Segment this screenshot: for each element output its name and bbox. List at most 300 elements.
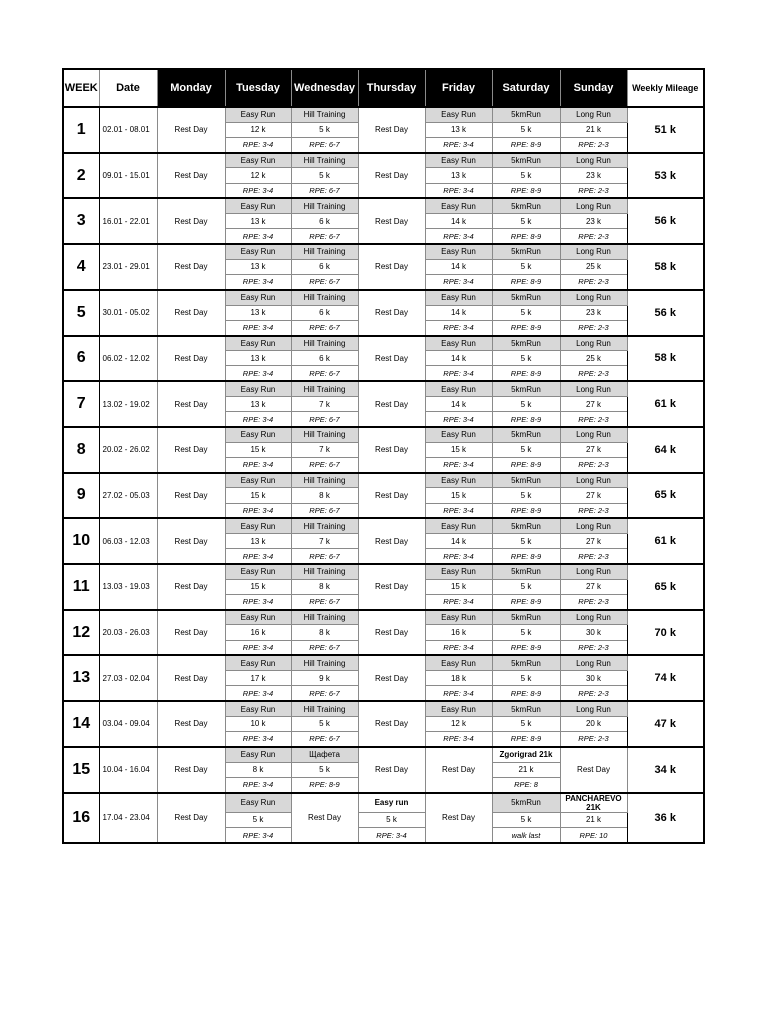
- workout-distance: 5 k: [291, 168, 358, 183]
- rest-day-cell: Rest Day: [157, 244, 225, 290]
- workout-distance: 13 k: [225, 534, 291, 549]
- week-number: 15: [63, 747, 99, 793]
- weekly-mileage: 61 k: [627, 518, 704, 564]
- workout-rpe: walk last: [492, 828, 560, 843]
- week-number: 3: [63, 198, 99, 244]
- workout-rpe: RPE: 2-3: [560, 275, 627, 290]
- workout-distance: 7 k: [291, 442, 358, 457]
- rest-day-cell: Rest Day: [157, 655, 225, 701]
- rest-day-cell: Rest Day: [157, 518, 225, 564]
- rest-day-cell: Rest Day: [358, 336, 425, 382]
- workout-distance: 14 k: [425, 534, 492, 549]
- workout-distance: 5 k: [291, 762, 358, 777]
- weekly-mileage: 64 k: [627, 427, 704, 473]
- workout-rpe: RPE: 6-7: [291, 183, 358, 198]
- workout-type: PANCHAREVO 21K: [560, 793, 627, 813]
- workout-rpe: RPE: 3-4: [425, 229, 492, 244]
- workout-type: Easy Run: [425, 336, 492, 351]
- rest-day-cell: Rest Day: [157, 153, 225, 199]
- week-row: [63, 381, 704, 396]
- workout-distance: 5 k: [492, 259, 560, 274]
- workout-distance: 30 k: [560, 625, 627, 640]
- week-date: 13.03 - 19.03: [99, 564, 157, 610]
- workout-type: Easy Run: [425, 290, 492, 305]
- week-date: 17.04 - 23.04: [99, 793, 157, 843]
- header-monday: Monday: [157, 69, 225, 107]
- workout-type: Long Run: [560, 244, 627, 259]
- weekly-mileage: 70 k: [627, 610, 704, 656]
- workout-type: 5kmRun: [492, 427, 560, 442]
- workout-rpe: RPE: 2-3: [560, 457, 627, 472]
- header-weekly-mileage: Weekly Mileage: [627, 69, 704, 107]
- workout-type: Easy Run: [225, 518, 291, 533]
- workout-distance: 15 k: [225, 488, 291, 503]
- workout-rpe: RPE: 2-3: [560, 366, 627, 381]
- workout-rpe: RPE: 3-4: [225, 686, 291, 701]
- workout-distance: 5 k: [492, 214, 560, 229]
- workout-type: Long Run: [560, 655, 627, 670]
- workout-type: Hill Training: [291, 518, 358, 533]
- week-row: [63, 473, 704, 488]
- week-number: 9: [63, 473, 99, 519]
- workout-type: Easy Run: [225, 336, 291, 351]
- workout-distance: 8 k: [291, 488, 358, 503]
- workout-distance: 5 k: [358, 812, 425, 827]
- workout-type: Easy Run: [425, 244, 492, 259]
- workout-type: Easy Run: [225, 473, 291, 488]
- workout-type: Long Run: [560, 107, 627, 122]
- workout-distance: 15 k: [425, 579, 492, 594]
- workout-type: Long Run: [560, 290, 627, 305]
- workout-rpe: RPE: 8-9: [492, 503, 560, 518]
- workout-distance: 30 k: [560, 671, 627, 686]
- workout-rpe: RPE: 6-7: [291, 412, 358, 427]
- workout-type: Long Run: [560, 701, 627, 716]
- workout-type: Hill Training: [291, 427, 358, 442]
- weekly-mileage: 56 k: [627, 290, 704, 336]
- week-row: [63, 244, 704, 259]
- workout-rpe: RPE: 3-4: [225, 412, 291, 427]
- week-number: 6: [63, 336, 99, 382]
- workout-distance: 21 k: [560, 122, 627, 137]
- workout-rpe: RPE: 3-4: [425, 640, 492, 655]
- rest-day-cell: Rest Day: [157, 427, 225, 473]
- workout-distance: 13 k: [225, 214, 291, 229]
- workout-rpe: RPE: 8-9: [492, 412, 560, 427]
- workout-distance: 25 k: [560, 259, 627, 274]
- week-date: 20.03 - 26.03: [99, 610, 157, 656]
- header-date: Date: [99, 69, 157, 107]
- workout-rpe: RPE: 8-9: [492, 640, 560, 655]
- workout-rpe: RPE: 2-3: [560, 183, 627, 198]
- workout-rpe: RPE: 3-4: [425, 549, 492, 564]
- rest-day-cell: Rest Day: [157, 701, 225, 747]
- workout-type: Hill Training: [291, 198, 358, 213]
- workout-distance: 8 k: [291, 625, 358, 640]
- workout-rpe: RPE: 2-3: [560, 503, 627, 518]
- rest-day-cell: Rest Day: [358, 427, 425, 473]
- workout-type: Hill Training: [291, 701, 358, 716]
- week-date: 13.02 - 19.02: [99, 381, 157, 427]
- workout-rpe: RPE: 8-9: [492, 732, 560, 747]
- workout-type: Easy Run: [225, 701, 291, 716]
- workout-type: Long Run: [560, 336, 627, 351]
- rest-day-cell: Rest Day: [358, 153, 425, 199]
- week-number: 13: [63, 655, 99, 701]
- workout-distance: 6 k: [291, 351, 358, 366]
- workout-rpe: RPE: 3-4: [425, 732, 492, 747]
- workout-distance: 5 k: [492, 534, 560, 549]
- week-number: 11: [63, 564, 99, 610]
- rest-day-cell: Rest Day: [157, 564, 225, 610]
- workout-distance: 16 k: [425, 625, 492, 640]
- training-plan-table: [62, 68, 705, 844]
- workout-type: Easy Run: [225, 793, 291, 813]
- workout-rpe: RPE: 2-3: [560, 137, 627, 152]
- workout-type: Hill Training: [291, 244, 358, 259]
- workout-type: Hill Training: [291, 564, 358, 579]
- workout-type: Easy Run: [225, 290, 291, 305]
- workout-type: 5kmRun: [492, 290, 560, 305]
- workout-distance: 15 k: [225, 579, 291, 594]
- workout-rpe: RPE: 3-4: [425, 595, 492, 610]
- rest-day-cell: Rest Day: [358, 244, 425, 290]
- workout-type: 5kmRun: [492, 153, 560, 168]
- workout-type: Easy Run: [425, 564, 492, 579]
- weekly-mileage: 58 k: [627, 336, 704, 382]
- workout-type: Hill Training: [291, 655, 358, 670]
- workout-distance: 13 k: [225, 305, 291, 320]
- workout-type: Easy run: [358, 793, 425, 813]
- workout-distance: 5 k: [225, 812, 291, 827]
- workout-type: Easy Run: [225, 747, 291, 762]
- workout-type: Easy Run: [425, 655, 492, 670]
- workout-rpe: RPE: 6-7: [291, 503, 358, 518]
- week-number: 7: [63, 381, 99, 427]
- week-row: [63, 427, 704, 442]
- workout-type: 5kmRun: [492, 381, 560, 396]
- workout-type: Hill Training: [291, 610, 358, 625]
- workout-type: Long Run: [560, 473, 627, 488]
- workout-distance: 5 k: [492, 168, 560, 183]
- workout-distance: 15 k: [225, 442, 291, 457]
- workout-rpe: RPE: 8: [492, 777, 560, 792]
- workout-rpe: RPE: 3-4: [425, 366, 492, 381]
- workout-distance: 13 k: [225, 259, 291, 274]
- workout-distance: 25 k: [560, 351, 627, 366]
- workout-type: 5kmRun: [492, 610, 560, 625]
- workout-type: Щафета: [291, 747, 358, 762]
- rest-day-cell: Rest Day: [358, 701, 425, 747]
- workout-rpe: RPE: 3-4: [225, 732, 291, 747]
- workout-distance: 6 k: [291, 214, 358, 229]
- workout-rpe: RPE: 8-9: [492, 686, 560, 701]
- workout-type: Long Run: [560, 610, 627, 625]
- rest-day-cell: Rest Day: [157, 198, 225, 244]
- workout-distance: 10 k: [225, 716, 291, 731]
- week-date: 03.04 - 09.04: [99, 701, 157, 747]
- rest-day-cell: Rest Day: [358, 655, 425, 701]
- week-number: 4: [63, 244, 99, 290]
- workout-rpe: RPE: 8-9: [492, 457, 560, 472]
- workout-rpe: RPE: 8-9: [492, 275, 560, 290]
- rest-day-cell: Rest Day: [358, 198, 425, 244]
- workout-type: Hill Training: [291, 290, 358, 305]
- workout-distance: 27 k: [560, 534, 627, 549]
- workout-type: Easy Run: [425, 107, 492, 122]
- rest-day-cell: Rest Day: [157, 610, 225, 656]
- rest-day-cell: Rest Day: [358, 473, 425, 519]
- weekly-mileage: 56 k: [627, 198, 704, 244]
- workout-type: 5kmRun: [492, 198, 560, 213]
- rest-day-cell: Rest Day: [358, 107, 425, 153]
- week-date: 30.01 - 05.02: [99, 290, 157, 336]
- week-row: [63, 793, 704, 813]
- workout-rpe: RPE: 3-4: [425, 686, 492, 701]
- workout-type: Easy Run: [425, 610, 492, 625]
- workout-rpe: RPE: 2-3: [560, 320, 627, 335]
- week-number: 1: [63, 107, 99, 153]
- workout-type: Easy Run: [225, 107, 291, 122]
- workout-type: Easy Run: [425, 473, 492, 488]
- workout-distance: 5 k: [492, 442, 560, 457]
- workout-rpe: RPE: 2-3: [560, 732, 627, 747]
- rest-day-cell: Rest Day: [560, 747, 627, 793]
- weekly-mileage: 65 k: [627, 564, 704, 610]
- workout-type: Long Run: [560, 153, 627, 168]
- workout-type: Easy Run: [425, 427, 492, 442]
- workout-rpe: RPE: 3-4: [425, 137, 492, 152]
- workout-distance: 5 k: [492, 671, 560, 686]
- weekly-mileage: 74 k: [627, 655, 704, 701]
- week-row: [63, 336, 704, 351]
- workout-rpe: RPE: 6-7: [291, 137, 358, 152]
- rest-day-cell: Rest Day: [157, 747, 225, 793]
- week-row: [63, 290, 704, 305]
- workout-distance: 5 k: [492, 351, 560, 366]
- workout-distance: 5 k: [492, 396, 560, 411]
- weekly-mileage: 58 k: [627, 244, 704, 290]
- week-date: 23.01 - 29.01: [99, 244, 157, 290]
- header-saturday: Saturday: [492, 69, 560, 107]
- workout-type: Long Run: [560, 427, 627, 442]
- rest-day-cell: Rest Day: [425, 747, 492, 793]
- workout-rpe: RPE: 3-4: [225, 640, 291, 655]
- week-number: 2: [63, 153, 99, 199]
- week-row: [63, 701, 704, 716]
- workout-rpe: RPE: 3-4: [225, 229, 291, 244]
- workout-rpe: RPE: 2-3: [560, 686, 627, 701]
- workout-distance: 18 k: [425, 671, 492, 686]
- workout-distance: 13 k: [225, 396, 291, 411]
- workout-rpe: RPE: 6-7: [291, 640, 358, 655]
- week-number: 5: [63, 290, 99, 336]
- workout-distance: 27 k: [560, 579, 627, 594]
- workout-type: Easy Run: [225, 564, 291, 579]
- workout-type: 5kmRun: [492, 518, 560, 533]
- rest-day-cell: Rest Day: [358, 747, 425, 793]
- workout-distance: 8 k: [225, 762, 291, 777]
- workout-distance: 5 k: [291, 716, 358, 731]
- workout-rpe: RPE: 8-9: [492, 183, 560, 198]
- workout-distance: 21 k: [492, 762, 560, 777]
- workout-rpe: RPE: 2-3: [560, 549, 627, 564]
- workout-type: Hill Training: [291, 336, 358, 351]
- workout-rpe: RPE: 2-3: [560, 229, 627, 244]
- workout-distance: 14 k: [425, 396, 492, 411]
- workout-distance: 12 k: [225, 122, 291, 137]
- workout-distance: 17 k: [225, 671, 291, 686]
- workout-rpe: RPE: 8-9: [492, 366, 560, 381]
- header-sunday: Sunday: [560, 69, 627, 107]
- workout-rpe: RPE: 8-9: [492, 595, 560, 610]
- workout-distance: 7 k: [291, 396, 358, 411]
- week-row: [63, 198, 704, 213]
- header-thursday: Thursday: [358, 69, 425, 107]
- plan-body: [63, 107, 704, 843]
- week-date: 27.02 - 05.03: [99, 473, 157, 519]
- rest-day-cell: Rest Day: [157, 336, 225, 382]
- workout-distance: 15 k: [425, 442, 492, 457]
- rest-day-cell: Rest Day: [157, 473, 225, 519]
- workout-rpe: RPE: 10: [560, 828, 627, 843]
- workout-distance: 23 k: [560, 214, 627, 229]
- rest-day-cell: Rest Day: [157, 793, 225, 843]
- workout-rpe: RPE: 2-3: [560, 412, 627, 427]
- workout-distance: 27 k: [560, 442, 627, 457]
- workout-type: Long Run: [560, 564, 627, 579]
- workout-rpe: RPE: 6-7: [291, 457, 358, 472]
- week-date: 02.01 - 08.01: [99, 107, 157, 153]
- workout-distance: 20 k: [560, 716, 627, 731]
- week-row: [63, 610, 704, 625]
- rest-day-cell: Rest Day: [425, 793, 492, 843]
- workout-type: Easy Run: [225, 198, 291, 213]
- workout-distance: 5 k: [492, 812, 560, 827]
- workout-rpe: RPE: 3-4: [425, 320, 492, 335]
- rest-day-cell: Rest Day: [358, 564, 425, 610]
- workout-type: Easy Run: [425, 153, 492, 168]
- workout-distance: 12 k: [425, 716, 492, 731]
- workout-type: 5kmRun: [492, 564, 560, 579]
- workout-type: Easy Run: [425, 518, 492, 533]
- week-date: 06.03 - 12.03: [99, 518, 157, 564]
- workout-type: Easy Run: [225, 244, 291, 259]
- workout-rpe: RPE: 6-7: [291, 549, 358, 564]
- workout-distance: 5 k: [291, 122, 358, 137]
- week-date: 09.01 - 15.01: [99, 153, 157, 199]
- week-number: 12: [63, 610, 99, 656]
- rest-day-cell: Rest Day: [157, 107, 225, 153]
- workout-rpe: RPE: 8-9: [492, 137, 560, 152]
- week-date: 06.02 - 12.02: [99, 336, 157, 382]
- workout-type: Long Run: [560, 381, 627, 396]
- workout-rpe: RPE: 3-4: [225, 457, 291, 472]
- workout-distance: 8 k: [291, 579, 358, 594]
- workout-rpe: RPE: 3-4: [225, 366, 291, 381]
- header-row: [63, 69, 704, 107]
- workout-distance: 13 k: [425, 122, 492, 137]
- workout-distance: 6 k: [291, 305, 358, 320]
- workout-rpe: RPE: 3-4: [358, 828, 425, 843]
- workout-distance: 14 k: [425, 305, 492, 320]
- rest-day-cell: Rest Day: [157, 290, 225, 336]
- week-date: 10.04 - 16.04: [99, 747, 157, 793]
- workout-type: 5kmRun: [492, 336, 560, 351]
- workout-type: Long Run: [560, 518, 627, 533]
- week-number: 16: [63, 793, 99, 843]
- workout-rpe: RPE: 3-4: [225, 275, 291, 290]
- workout-distance: 5 k: [492, 625, 560, 640]
- week-date: 27.03 - 02.04: [99, 655, 157, 701]
- rest-day-cell: Rest Day: [157, 381, 225, 427]
- workout-distance: 5 k: [492, 488, 560, 503]
- rest-day-cell: Rest Day: [291, 793, 358, 843]
- workout-type: Hill Training: [291, 153, 358, 168]
- workout-distance: 27 k: [560, 396, 627, 411]
- workout-distance: 7 k: [291, 534, 358, 549]
- workout-type: 5kmRun: [492, 701, 560, 716]
- workout-type: Hill Training: [291, 473, 358, 488]
- workout-rpe: RPE: 8-9: [291, 777, 358, 792]
- workout-rpe: RPE: 3-4: [425, 412, 492, 427]
- workout-distance: 12 k: [225, 168, 291, 183]
- workout-type: Zgorigrad 21k: [492, 747, 560, 762]
- workout-rpe: RPE: 6-7: [291, 320, 358, 335]
- workout-distance: 5 k: [492, 305, 560, 320]
- workout-rpe: RPE: 3-4: [225, 137, 291, 152]
- week-number: 14: [63, 701, 99, 747]
- weekly-mileage: 65 k: [627, 473, 704, 519]
- weekly-mileage: 36 k: [627, 793, 704, 843]
- workout-type: 5kmRun: [492, 244, 560, 259]
- week-date: 16.01 - 22.01: [99, 198, 157, 244]
- workout-distance: 14 k: [425, 259, 492, 274]
- workout-rpe: RPE: 3-4: [425, 457, 492, 472]
- workout-type: 5kmRun: [492, 655, 560, 670]
- workout-rpe: RPE: 2-3: [560, 640, 627, 655]
- week-row: [63, 747, 704, 762]
- workout-rpe: RPE: 6-7: [291, 229, 358, 244]
- workout-type: 5kmRun: [492, 107, 560, 122]
- workout-rpe: RPE: 2-3: [560, 595, 627, 610]
- workout-type: Long Run: [560, 198, 627, 213]
- workout-distance: 5 k: [492, 122, 560, 137]
- week-date: 20.02 - 26.02: [99, 427, 157, 473]
- workout-rpe: RPE: 6-7: [291, 366, 358, 381]
- workout-type: Easy Run: [225, 153, 291, 168]
- workout-type: Hill Training: [291, 107, 358, 122]
- workout-type: Easy Run: [425, 701, 492, 716]
- weekly-mileage: 51 k: [627, 107, 704, 153]
- workout-distance: 5 k: [492, 579, 560, 594]
- workout-rpe: RPE: 6-7: [291, 686, 358, 701]
- week-number: 10: [63, 518, 99, 564]
- workout-distance: 16 k: [225, 625, 291, 640]
- workout-distance: 23 k: [560, 305, 627, 320]
- workout-distance: 5 k: [492, 716, 560, 731]
- workout-type: 5kmRun: [492, 793, 560, 813]
- header-tuesday: Tuesday: [225, 69, 291, 107]
- workout-rpe: RPE: 3-4: [225, 320, 291, 335]
- week-number: 8: [63, 427, 99, 473]
- header-wednesday: Wednesday: [291, 69, 358, 107]
- workout-distance: 9 k: [291, 671, 358, 686]
- rest-day-cell: Rest Day: [358, 381, 425, 427]
- workout-rpe: RPE: 3-4: [425, 503, 492, 518]
- workout-rpe: RPE: 8-9: [492, 549, 560, 564]
- workout-distance: 15 k: [425, 488, 492, 503]
